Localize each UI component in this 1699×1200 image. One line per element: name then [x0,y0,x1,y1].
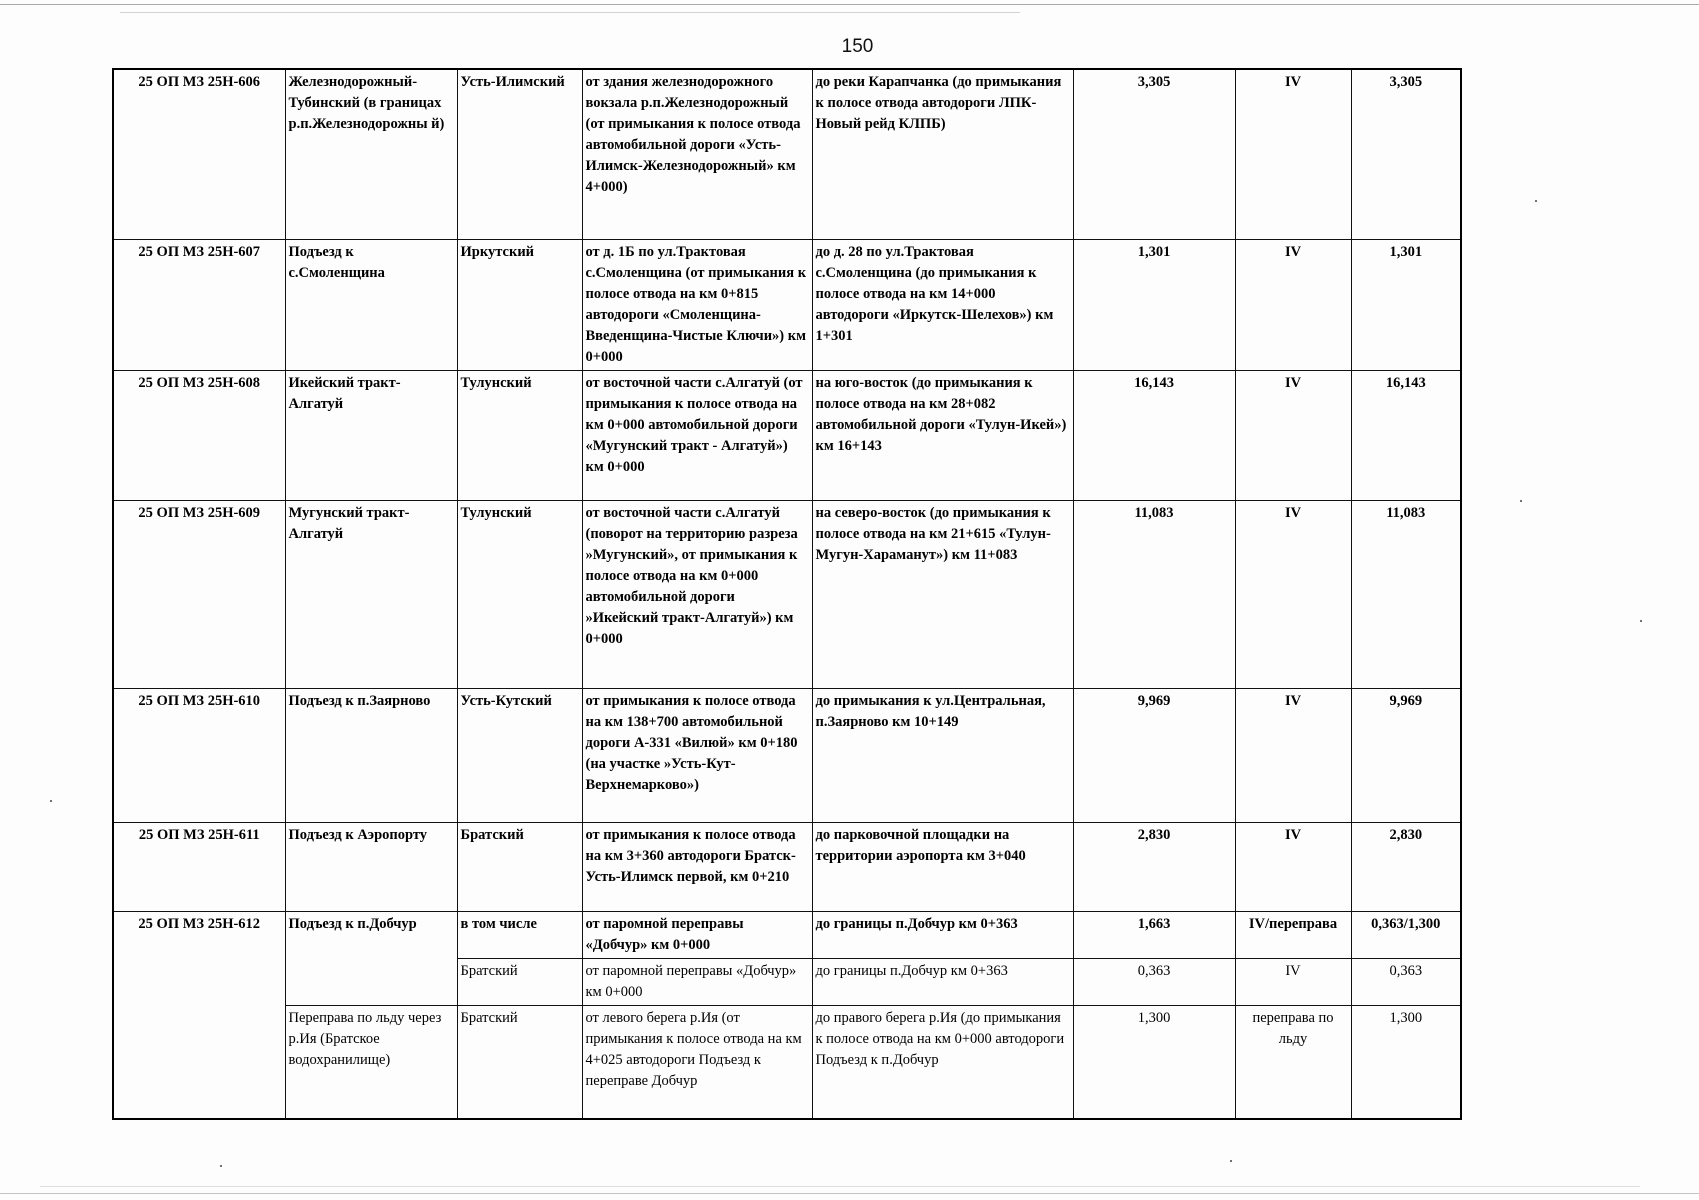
category-cell: IV/переправа [1235,911,1351,958]
category-cell: IV [1235,500,1351,688]
district-cell: Усть-Илимский [457,69,582,239]
table-row [113,911,1461,958]
road-id-cell: 25 ОП МЗ 25Н-607 [113,239,285,370]
from-cell: от паромной переправы «Добчур» км 0+000 [582,958,812,1005]
category-cell: IV [1235,822,1351,911]
length-cell: 1,663 [1073,911,1235,958]
length-cell: 0,363 [1073,958,1235,1005]
table-row [113,370,1461,500]
from-cell: от д. 1Б по ул.Трактовая с.Смоленщина (от примыкания к полосе отвода на км 0+815 автодороги «Смоленщина-Введенщина-Чистые Ключи») км 0+000 [582,239,812,370]
to-cell: до реки Карапчанка (до примыкания к полосе отвода автодороги ЛПК-Новый рейд КЛПБ) [812,69,1073,239]
category-cell: IV [1235,370,1351,500]
road-name-cell: Подъезд к п.Добчур [285,911,457,1005]
district-cell: Тулунский [457,500,582,688]
category-cell: IV [1235,958,1351,1005]
length-cell: 1,301 [1073,239,1235,370]
scan-speck [220,1165,222,1167]
total-length-cell: 0,363/1,300 [1351,911,1461,958]
scan-speck [50,800,52,802]
total-length-cell: 9,969 [1351,688,1461,822]
total-length-cell: 0,363 [1351,958,1461,1005]
road-id-cell: 25 ОП МЗ 25Н-610 [113,688,285,822]
from-cell: от паромной переправы «Добчур» км 0+000 [582,911,812,958]
road-name-cell: Подъезд к с.Смоленщина [285,239,457,370]
road-id-cell: 25 ОП МЗ 25Н-612 [113,911,285,1119]
district-cell: Братский [457,958,582,1005]
total-length-cell: 16,143 [1351,370,1461,500]
scan-artifact-line [0,4,1699,5]
to-cell: до примыкания к ул.Центральная, п.Заярново км 10+149 [812,688,1073,822]
road-name-cell: Подъезд к Аэропорту [285,822,457,911]
to-cell: до границы п.Добчур км 0+363 [812,958,1073,1005]
category-cell: IV [1235,239,1351,370]
total-length-cell: 3,305 [1351,69,1461,239]
category-cell: IV [1235,688,1351,822]
length-cell: 1,300 [1073,1005,1235,1119]
to-cell: до правого берега р.Ия (до примыкания к полосе отвода на км 0+000 автодороги Подъезд к п.Добчур [812,1005,1073,1119]
to-cell: на юго-восток (до примыкания к полосе отвода на км 28+082 автомобильной дороги «Тулун-Икей») км 16+143 [812,370,1073,500]
district-cell: Усть-Кутский [457,688,582,822]
table-subrow [113,1005,1461,1119]
scan-artifact-line [40,1186,1640,1187]
district-cell: Братский [457,1005,582,1119]
table-row [113,69,1461,239]
table-row [113,688,1461,822]
road-name-cell: Мугунский тракт-Алгатуй [285,500,457,688]
district-cell: Братский [457,822,582,911]
to-cell: до парковочной площадки на территории аэропорта км 3+040 [812,822,1073,911]
length-cell: 11,083 [1073,500,1235,688]
to-cell: до границы п.Добчур км 0+363 [812,911,1073,958]
from-cell: от примыкания к полосе отвода на км 138+700 автомобильной дороги А-331 «Вилюй» км 0+180 (на участке »Усть-Кут-Верхнемарково») [582,688,812,822]
length-cell: 3,305 [1073,69,1235,239]
road-id-cell: 25 ОП МЗ 25Н-606 [113,69,285,239]
category-cell: IV [1235,69,1351,239]
road-name-cell: Икейский тракт-Алгатуй [285,370,457,500]
total-length-cell: 1,301 [1351,239,1461,370]
table-row [113,500,1461,688]
road-name-cell: Железнодорожный-Тубинский (в границах р.п.Железнодорожны й) [285,69,457,239]
district-cell: Тулунский [457,370,582,500]
roads-table [112,68,1462,1120]
page-number: 150 [841,36,874,57]
scan-artifact-line [0,1193,1699,1194]
scan-artifact-line [120,12,1020,13]
total-length-cell: 1,300 [1351,1005,1461,1119]
district-cell: в том числе [457,911,582,958]
length-cell: 16,143 [1073,370,1235,500]
road-name-cell: Подъезд к п.Заярново [285,688,457,822]
from-cell: от здания железнодорожного вокзала р.п.Железнодорожный (от примыкания к полосе отвода автомобильной дороги «Усть-Илимск-Железнодорожный» км 4+000) [582,69,812,239]
road-name-cell: Переправа по льду через р.Ия (Братское водохранилище) [285,1005,457,1119]
from-cell: от примыкания к полосе отвода на км 3+360 автодороги Братск-Усть-Илимск первой, км 0+210 [582,822,812,911]
to-cell: на северо-восток (до примыкания к полосе отвода на км 21+615 «Тулун-Мугун-Хараманут») км 11+083 [812,500,1073,688]
length-cell: 9,969 [1073,688,1235,822]
road-id-cell: 25 ОП МЗ 25Н-608 [113,370,285,500]
table-row [113,822,1461,911]
scan-speck [1520,500,1522,502]
scan-speck [1535,200,1537,202]
to-cell: до д. 28 по ул.Трактовая с.Смоленщина (до примыкания к полосе отвода на км 14+000 автодороги «Иркутск-Шелехов») км 1+301 [812,239,1073,370]
total-length-cell: 2,830 [1351,822,1461,911]
length-cell: 2,830 [1073,822,1235,911]
from-cell: от восточной части с.Алгатуй (от примыкания к полосе отвода на км 0+000 автомобильной дороги «Мугунский тракт - Алгатуй») км 0+000 [582,370,812,500]
road-id-cell: 25 ОП МЗ 25Н-611 [113,822,285,911]
table-row [113,239,1461,370]
category-cell: переправа по льду [1235,1005,1351,1119]
from-cell: от левого берега р.Ия (от примыкания к полосе отвода на км 4+025 автодороги Подъезд к переправе Добчур [582,1005,812,1119]
scan-speck [1640,620,1642,622]
total-length-cell: 11,083 [1351,500,1461,688]
road-id-cell: 25 ОП МЗ 25Н-609 [113,500,285,688]
district-cell: Иркутский [457,239,582,370]
scan-speck [1230,1160,1232,1162]
from-cell: от восточной части с.Алгатуй (поворот на территорию разреза »Мугунский», от примыкания к полосе отвода на км 0+000 автомобильной дороги »Икейский тракт-Алгатуй») км 0+000 [582,500,812,688]
